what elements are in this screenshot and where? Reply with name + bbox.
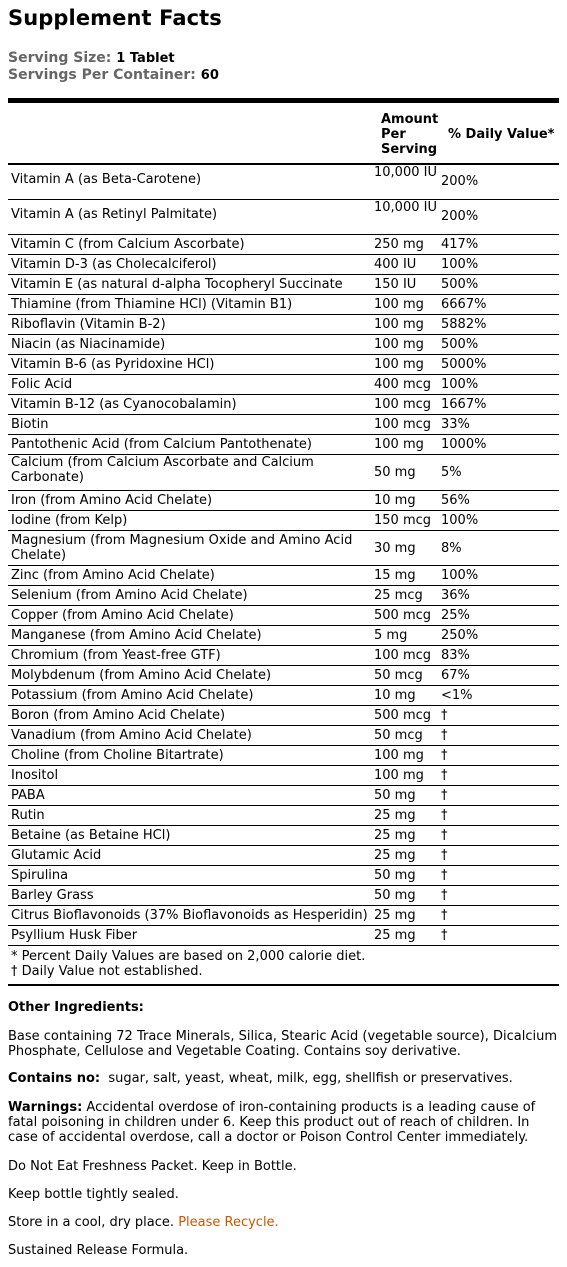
nutrient-amount: 50 mg — [374, 888, 416, 903]
nutrient-name: Iron (from Amino Acid Chelate) — [11, 493, 213, 508]
warnings-label: Warnings: — [8, 1100, 83, 1115]
table-row — [8, 165, 559, 200]
nutrient-name: Chromium (from Yeast-free GTF) — [11, 648, 221, 663]
nutrient-name: Glutamic Acid — [11, 848, 102, 863]
nutrient-daily-value: 417% — [441, 237, 479, 252]
nutrient-amount: 100 mg — [374, 317, 424, 332]
table-row — [8, 415, 559, 435]
nutrient-name: Vitamin A (as Beta-Carotene) — [11, 172, 202, 187]
nutrient-name: Copper (from Amino Acid Chelate) — [11, 608, 234, 623]
nutrient-amount: 5 mg — [374, 628, 408, 643]
nutrient-daily-value: 5000% — [441, 357, 487, 372]
serving-size-value: 1 Tablet — [116, 51, 175, 66]
nutrient-amount: 50 mcg — [374, 728, 423, 743]
nutrient-name: Selenium (from Amino Acid Chelate) — [11, 588, 248, 603]
table-row — [8, 906, 559, 926]
nutrient-name: Biotin — [11, 417, 49, 432]
formula-note: Sustained Release Formula. — [8, 1243, 189, 1258]
nutrient-daily-value: † — [441, 848, 448, 863]
table-row — [8, 235, 559, 255]
nutrient-name: Folic Acid — [11, 377, 73, 392]
contains-no-text: sugar, salt, yeast, wheat, milk, egg, shellfish or preservatives. — [108, 1071, 513, 1086]
other-ingredients-text: Base containing 72 Trace Minerals, Silica, Stearic Acid (vegetable source), Dicalcium Phosphate, Cellulose and Vegetable Coating. Contains soy derivative. — [8, 1029, 558, 1059]
nutrient-name: Vanadium (from Amino Acid Chelate) — [11, 728, 252, 743]
nutrient-name: Vitamin D-3 (as Cholecalciferol) — [11, 257, 217, 272]
nutrient-daily-value: † — [441, 888, 448, 903]
nutrient-daily-value: 500% — [441, 337, 479, 352]
nutrient-daily-value: 100% — [441, 513, 479, 528]
table-row — [8, 866, 559, 886]
table-row — [8, 255, 559, 275]
nutrient-amount: 150 mcg — [374, 513, 432, 528]
nutrient-daily-value: 5% — [441, 465, 462, 480]
table-row — [8, 586, 559, 606]
nutrient-amount: 400 mcg — [374, 377, 432, 392]
table-row — [8, 335, 559, 355]
table-row — [8, 706, 559, 726]
nutrient-amount: 100 mg — [374, 357, 424, 372]
table-row — [8, 435, 559, 455]
footnotes — [8, 946, 559, 979]
freshness-packet-note: Do Not Eat Freshness Packet. Keep in Bottle. — [8, 1159, 297, 1174]
nutrient-daily-value: 83% — [441, 648, 470, 663]
table-row — [8, 766, 559, 786]
nutrient-amount: 25 mg — [374, 908, 416, 923]
nutrient-amount: 25 mg — [374, 808, 416, 823]
nutrient-daily-value: † — [441, 868, 448, 883]
nutrient-daily-value: 100% — [441, 568, 479, 583]
nutrient-daily-value: 250% — [441, 628, 479, 643]
table-row — [8, 926, 559, 946]
nutrient-name: Potassium (from Amino Acid Chelate) — [11, 688, 254, 703]
nutrient-name: Zinc (from Amino Acid Chelate) — [11, 568, 215, 583]
table-row — [8, 491, 559, 511]
not-established-footnote: † Daily Value not established. — [11, 964, 203, 979]
nutrient-amount: 15 mg — [374, 568, 416, 583]
nutrient-daily-value: 56% — [441, 493, 470, 508]
table-row — [8, 646, 559, 666]
nutrient-name: Riboflavin (Vitamin B-2) — [11, 317, 166, 332]
nutrient-amount: 150 IU — [374, 277, 417, 292]
nutrient-name: Niacin (as Niacinamide) — [11, 337, 166, 352]
table-row — [8, 726, 559, 746]
table-row — [8, 666, 559, 686]
contains-no — [8, 1071, 559, 1086]
nutrient-amount: 10 mg — [374, 688, 416, 703]
nutrient-amount: 25 mg — [374, 828, 416, 843]
table-row — [8, 786, 559, 806]
table-row — [8, 686, 559, 706]
nutrient-daily-value: 25% — [441, 608, 470, 623]
other-ingredients-label: Other Ingredients: — [8, 1000, 144, 1015]
nutrient-daily-value: † — [441, 908, 448, 923]
nutrient-amount: 10,000 IU — [374, 165, 437, 180]
top-rule — [8, 98, 559, 103]
nutrient-daily-value: † — [441, 768, 448, 783]
table-row — [8, 355, 559, 375]
page-title: Supplement Facts — [8, 6, 222, 30]
table-row — [8, 886, 559, 906]
nutrient-daily-value: 100% — [441, 257, 479, 272]
table-row — [8, 200, 559, 235]
dv-footnote: * Percent Daily Values are based on 2,000 calorie diet. — [11, 949, 366, 964]
nutrient-daily-value: 200% — [441, 174, 479, 189]
nutrient-name: PABA — [11, 788, 45, 803]
nutrient-name: Spirulina — [11, 868, 69, 883]
nutrient-name: Pantothenic Acid (from Calcium Pantothenate) — [11, 437, 312, 452]
nutrient-name: Magnesium (from Magnesium Oxide and Amino Acid Chelate) — [11, 533, 353, 563]
table-row — [8, 846, 559, 866]
nutrient-daily-value: 5882% — [441, 317, 487, 332]
nutrient-daily-value: † — [441, 828, 448, 843]
amount-header — [381, 112, 438, 157]
nutrient-daily-value: 33% — [441, 417, 470, 432]
nutrient-amount: 10,000 IU — [374, 200, 437, 215]
servings-per-container — [8, 67, 219, 83]
table-row — [8, 315, 559, 335]
nutrient-amount: 50 mcg — [374, 668, 423, 683]
table-row — [8, 746, 559, 766]
nutrient-daily-value: 36% — [441, 588, 470, 603]
nutrient-amount: 25 mg — [374, 928, 416, 943]
warnings-text: Accidental overdose of iron-containing products is a leading cause of fatal poisoning in children under 6. Keep this product out of reach of children. In case of accidental overdose, call a doctor or Poison Control Center immediately. — [8, 1100, 536, 1145]
table-row — [8, 566, 559, 586]
nutrient-daily-value: 6667% — [441, 297, 487, 312]
storage-note — [8, 1215, 559, 1230]
nutrient-daily-value: <1% — [441, 688, 473, 703]
nutrient-name: Thiamine (from Thiamine HCl) (Vitamin B1) — [11, 297, 293, 312]
nutrient-name: Vitamin B-6 (as Pyridoxine HCl) — [11, 357, 215, 372]
nutrient-name: Choline (from Choline Bitartrate) — [11, 748, 224, 763]
other-ingredients-heading — [8, 1000, 559, 1015]
nutrient-amount: 100 mcg — [374, 648, 432, 663]
nutrient-name: Manganese (from Amino Acid Chelate) — [11, 628, 262, 643]
table-row — [8, 275, 559, 295]
nutrient-amount: 100 mg — [374, 768, 424, 783]
nutrient-daily-value: † — [441, 728, 448, 743]
nutrient-name: Vitamin C (from Calcium Ascorbate) — [11, 237, 245, 252]
nutrient-amount: 100 mcg — [374, 397, 432, 412]
nutrient-amount: 100 mg — [374, 437, 424, 452]
bottom-rule — [8, 984, 559, 986]
table-row — [8, 806, 559, 826]
nutrient-daily-value: † — [441, 808, 448, 823]
nutrient-amount: 100 mg — [374, 337, 424, 352]
daily-value-header: % Daily Value* — [448, 127, 555, 142]
nutrient-daily-value: 8% — [441, 541, 462, 556]
nutrient-amount: 100 mg — [374, 748, 424, 763]
table-row — [8, 395, 559, 415]
nutrient-name: Calcium (from Calcium Ascorbate and Calcium Carbonate) — [11, 455, 314, 485]
nutrient-name: Inositol — [11, 768, 59, 783]
serving-size-label: Serving Size: — [8, 50, 112, 66]
nutrient-daily-value: † — [441, 928, 448, 943]
servings-per-container-label: Servings Per Container: — [8, 67, 196, 83]
amount-header-line2: Per — [381, 127, 406, 142]
sealed-note: Keep bottle tightly sealed. — [8, 1187, 179, 1202]
nutrient-name: Vitamin E (as natural d-alpha Tocopheryl Succinate — [11, 277, 343, 292]
nutrient-name: Psyllium Husk Fiber — [11, 928, 138, 943]
nutrient-daily-value: 200% — [441, 209, 479, 224]
nutrient-name: Citrus Bioflavonoids (37% Bioflavonoids as Hesperidin) — [11, 908, 368, 923]
nutrient-daily-value: 100% — [441, 377, 479, 392]
nutrient-daily-value: 1000% — [441, 437, 487, 452]
nutrient-amount: 25 mg — [374, 848, 416, 863]
nutrient-amount: 500 mcg — [374, 608, 432, 623]
nutrient-amount: 25 mcg — [374, 588, 423, 603]
nutrient-amount: 100 mg — [374, 297, 424, 312]
nutrient-amount: 10 mg — [374, 493, 416, 508]
nutrient-amount: 50 mg — [374, 465, 416, 480]
servings-per-container-value: 60 — [200, 68, 219, 83]
recycle-note: Please Recycle. — [178, 1215, 279, 1230]
nutrient-daily-value: † — [441, 788, 448, 803]
table-row — [8, 295, 559, 315]
nutrient-daily-value: 67% — [441, 668, 470, 683]
nutrient-amount: 100 mcg — [374, 417, 432, 432]
nutrient-name: Betaine (as Betaine HCl) — [11, 828, 171, 843]
nutrient-name: Molybdenum (from Amino Acid Chelate) — [11, 668, 272, 683]
nutrient-daily-value: † — [441, 748, 448, 763]
nutrient-amount: 30 mg — [374, 541, 416, 556]
table-row — [8, 626, 559, 646]
table-row — [8, 511, 559, 531]
table-row — [8, 606, 559, 626]
table-row — [8, 375, 559, 395]
contains-no-label: Contains no: — [8, 1071, 101, 1086]
amount-header-line1: Amount — [381, 112, 439, 127]
serving-size — [8, 50, 175, 66]
nutrient-name: Barley Grass — [11, 888, 94, 903]
nutrient-table — [8, 165, 559, 986]
nutrient-daily-value: 1667% — [441, 397, 487, 412]
storage-text: Store in a cool, dry place. — [8, 1215, 175, 1230]
warnings — [8, 1100, 559, 1145]
table-row — [8, 826, 559, 846]
nutrient-name: Vitamin B-12 (as Cyanocobalamin) — [11, 397, 237, 412]
table-row — [8, 455, 559, 491]
nutrient-name: Boron (from Amino Acid Chelate) — [11, 708, 226, 723]
table-row — [8, 531, 559, 566]
nutrient-amount: 250 mg — [374, 237, 424, 252]
nutrient-amount: 50 mg — [374, 868, 416, 883]
nutrient-daily-value: † — [441, 708, 448, 723]
nutrient-daily-value: 500% — [441, 277, 479, 292]
nutrient-name: Rutin — [11, 808, 45, 823]
nutrient-name: Vitamin A (as Retinyl Palmitate) — [11, 207, 218, 222]
amount-header-line3: Serving — [381, 142, 438, 157]
nutrient-amount: 500 mcg — [374, 708, 432, 723]
nutrient-amount: 50 mg — [374, 788, 416, 803]
nutrient-name: Iodine (from Kelp) — [11, 513, 128, 528]
nutrient-amount: 400 IU — [374, 257, 417, 272]
